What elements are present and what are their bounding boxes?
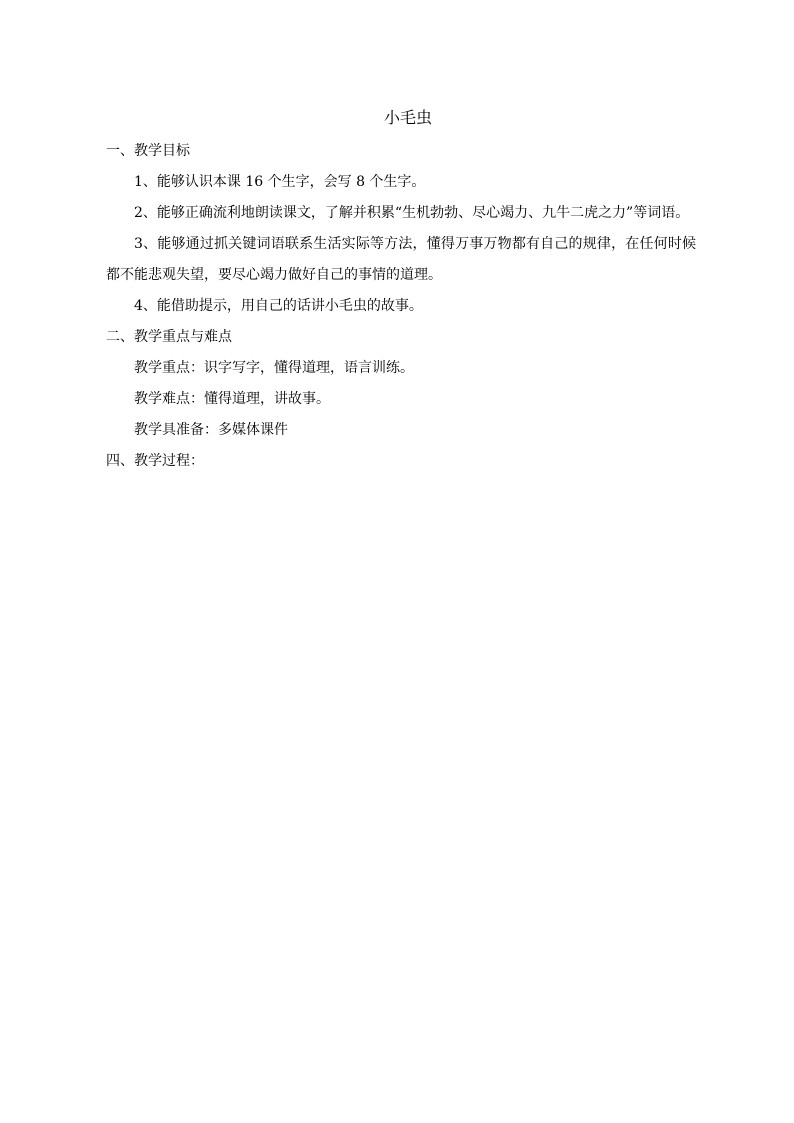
document-title: 小毛虫 (383, 108, 432, 127)
objective-item-2: 2、能够正确流利地朗读课文，了解并积累“生机勃勃、尽心竭力、九牛二虎之力”等词语。 (134, 205, 690, 221)
materials-text: 教学具准备：多媒体课件 (134, 422, 288, 438)
objective-item-3: 3、能够通过抓关键词语联系生活实际等方法，懂得万事万物都有自己的规律，在任何时候都不能悲观失望，要尽心竭力做好自己的事情的道理。 (106, 236, 696, 283)
document-body (106, 104, 696, 477)
objective-item-4: 4、能借助提示，用自己的话讲小毛虫的故事。 (134, 298, 423, 314)
section-heading-objectives: 一、教学目标 (106, 143, 190, 159)
objective-item-1: 1、能够认识本课 16 个生字，会写 8 个生字。 (134, 174, 426, 190)
section-heading-key-points: 二、教学重点与难点 (106, 329, 232, 345)
section-heading-process: 四、教学过程： (106, 453, 204, 469)
key-point-text: 教学重点：识字写字，懂得道理，语言训练。 (134, 360, 414, 376)
difficulty-text: 教学难点：懂得道理，讲故事。 (134, 391, 330, 407)
